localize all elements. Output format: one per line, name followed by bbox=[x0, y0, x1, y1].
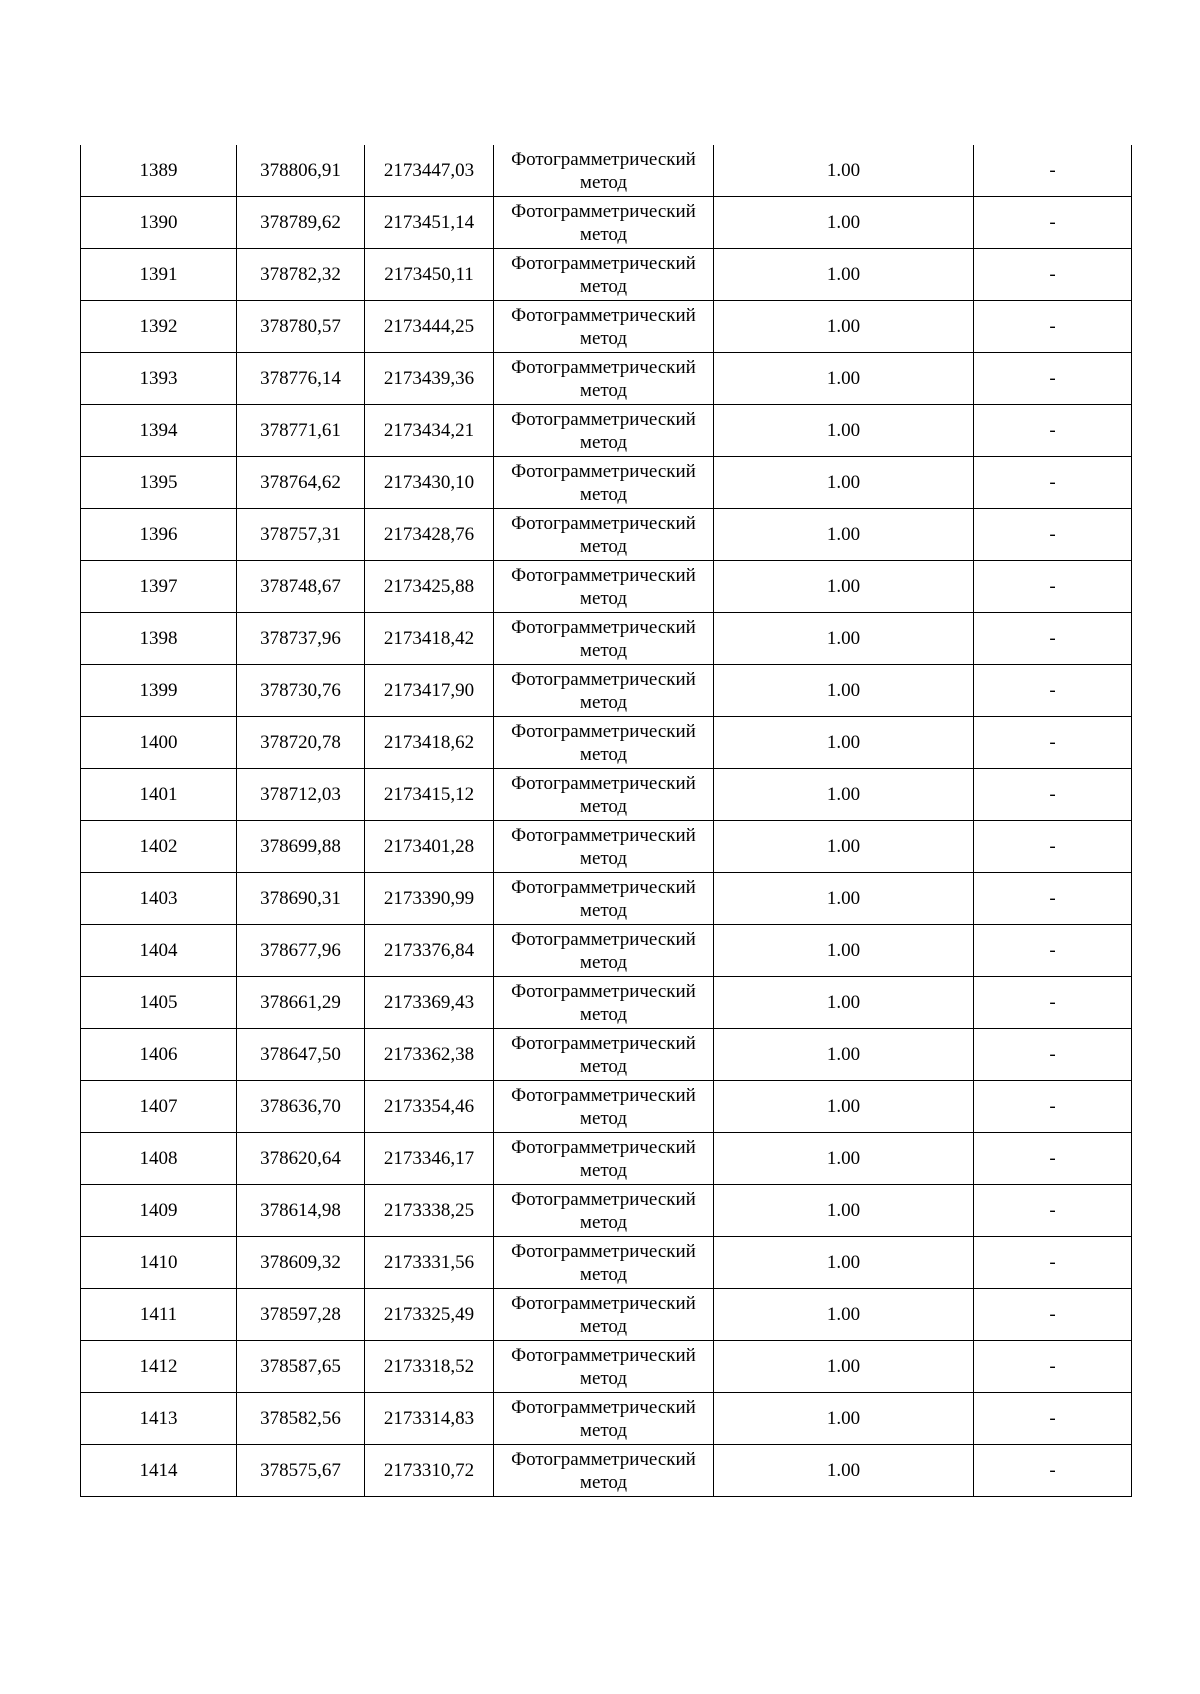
point-number-cell: 1399 bbox=[81, 665, 237, 717]
accuracy-cell: 1.00 bbox=[714, 1289, 974, 1341]
method-cell: Фотограмметрический метод bbox=[494, 769, 714, 821]
note-cell: - bbox=[974, 1133, 1132, 1185]
accuracy-cell: 1.00 bbox=[714, 197, 974, 249]
y-coordinate-cell: 2173362,38 bbox=[365, 1029, 494, 1081]
x-coordinate-cell: 378730,76 bbox=[237, 665, 365, 717]
accuracy-cell: 1.00 bbox=[714, 1237, 974, 1289]
note-cell: - bbox=[974, 1289, 1132, 1341]
y-coordinate-cell: 2173418,42 bbox=[365, 613, 494, 665]
y-coordinate-cell: 2173418,62 bbox=[365, 717, 494, 769]
note-cell: - bbox=[974, 821, 1132, 873]
note-cell: - bbox=[974, 561, 1132, 613]
note-cell: - bbox=[974, 1341, 1132, 1393]
y-coordinate-cell: 2173314,83 bbox=[365, 1393, 494, 1445]
x-coordinate-cell: 378690,31 bbox=[237, 873, 365, 925]
method-cell: Фотограмметрический метод bbox=[494, 301, 714, 353]
point-number-cell: 1396 bbox=[81, 509, 237, 561]
y-coordinate-cell: 2173444,25 bbox=[365, 301, 494, 353]
accuracy-cell: 1.00 bbox=[714, 873, 974, 925]
x-coordinate-cell: 378620,64 bbox=[237, 1133, 365, 1185]
table-row bbox=[81, 1133, 1132, 1185]
table-row bbox=[81, 613, 1132, 665]
note-cell: - bbox=[974, 509, 1132, 561]
table-row bbox=[81, 977, 1132, 1029]
y-coordinate-cell: 2173325,49 bbox=[365, 1289, 494, 1341]
note-cell: - bbox=[974, 769, 1132, 821]
y-coordinate-cell: 2173447,03 bbox=[365, 145, 494, 197]
x-coordinate-cell: 378782,32 bbox=[237, 249, 365, 301]
x-coordinate-cell: 378720,78 bbox=[237, 717, 365, 769]
note-cell: - bbox=[974, 717, 1132, 769]
table-row bbox=[81, 145, 1132, 197]
coordinates-table-body bbox=[81, 145, 1132, 1497]
accuracy-cell: 1.00 bbox=[714, 457, 974, 509]
accuracy-cell: 1.00 bbox=[714, 249, 974, 301]
note-cell: - bbox=[974, 925, 1132, 977]
note-cell: - bbox=[974, 665, 1132, 717]
accuracy-cell: 1.00 bbox=[714, 1185, 974, 1237]
y-coordinate-cell: 2173354,46 bbox=[365, 1081, 494, 1133]
point-number-cell: 1401 bbox=[81, 769, 237, 821]
accuracy-cell: 1.00 bbox=[714, 145, 974, 197]
x-coordinate-cell: 378636,70 bbox=[237, 1081, 365, 1133]
table-row bbox=[81, 405, 1132, 457]
table-row bbox=[81, 1445, 1132, 1497]
point-number-cell: 1404 bbox=[81, 925, 237, 977]
point-number-cell: 1390 bbox=[81, 197, 237, 249]
table-row bbox=[81, 197, 1132, 249]
note-cell: - bbox=[974, 197, 1132, 249]
accuracy-cell: 1.00 bbox=[714, 821, 974, 873]
accuracy-cell: 1.00 bbox=[714, 301, 974, 353]
point-number-cell: 1393 bbox=[81, 353, 237, 405]
note-cell: - bbox=[974, 353, 1132, 405]
point-number-cell: 1405 bbox=[81, 977, 237, 1029]
accuracy-cell: 1.00 bbox=[714, 561, 974, 613]
point-number-cell: 1414 bbox=[81, 1445, 237, 1497]
method-cell: Фотограмметрический метод bbox=[494, 561, 714, 613]
y-coordinate-cell: 2173430,10 bbox=[365, 457, 494, 509]
note-cell: - bbox=[974, 1237, 1132, 1289]
method-cell: Фотограмметрический метод bbox=[494, 925, 714, 977]
y-coordinate-cell: 2173451,14 bbox=[365, 197, 494, 249]
point-number-cell: 1406 bbox=[81, 1029, 237, 1081]
point-number-cell: 1391 bbox=[81, 249, 237, 301]
accuracy-cell: 1.00 bbox=[714, 1081, 974, 1133]
note-cell: - bbox=[974, 249, 1132, 301]
x-coordinate-cell: 378776,14 bbox=[237, 353, 365, 405]
x-coordinate-cell: 378789,62 bbox=[237, 197, 365, 249]
method-cell: Фотограмметрический метод bbox=[494, 977, 714, 1029]
point-number-cell: 1402 bbox=[81, 821, 237, 873]
table-row bbox=[81, 509, 1132, 561]
method-cell: Фотограмметрический метод bbox=[494, 353, 714, 405]
point-number-cell: 1395 bbox=[81, 457, 237, 509]
y-coordinate-cell: 2173450,11 bbox=[365, 249, 494, 301]
note-cell: - bbox=[974, 1393, 1132, 1445]
accuracy-cell: 1.00 bbox=[714, 613, 974, 665]
x-coordinate-cell: 378771,61 bbox=[237, 405, 365, 457]
x-coordinate-cell: 378712,03 bbox=[237, 769, 365, 821]
point-number-cell: 1410 bbox=[81, 1237, 237, 1289]
method-cell: Фотограмметрический метод bbox=[494, 1341, 714, 1393]
point-number-cell: 1397 bbox=[81, 561, 237, 613]
point-number-cell: 1394 bbox=[81, 405, 237, 457]
table-row bbox=[81, 1081, 1132, 1133]
x-coordinate-cell: 378780,57 bbox=[237, 301, 365, 353]
coordinates-table bbox=[80, 145, 1132, 1497]
table-row bbox=[81, 1185, 1132, 1237]
x-coordinate-cell: 378587,65 bbox=[237, 1341, 365, 1393]
x-coordinate-cell: 378737,96 bbox=[237, 613, 365, 665]
x-coordinate-cell: 378806,91 bbox=[237, 145, 365, 197]
method-cell: Фотограмметрический метод bbox=[494, 613, 714, 665]
point-number-cell: 1392 bbox=[81, 301, 237, 353]
y-coordinate-cell: 2173331,56 bbox=[365, 1237, 494, 1289]
point-number-cell: 1412 bbox=[81, 1341, 237, 1393]
table-row bbox=[81, 1341, 1132, 1393]
note-cell: - bbox=[974, 1029, 1132, 1081]
note-cell: - bbox=[974, 145, 1132, 197]
note-cell: - bbox=[974, 1445, 1132, 1497]
point-number-cell: 1389 bbox=[81, 145, 237, 197]
table-row bbox=[81, 1289, 1132, 1341]
note-cell: - bbox=[974, 873, 1132, 925]
accuracy-cell: 1.00 bbox=[714, 1341, 974, 1393]
x-coordinate-cell: 378575,67 bbox=[237, 1445, 365, 1497]
method-cell: Фотограмметрический метод bbox=[494, 197, 714, 249]
point-number-cell: 1411 bbox=[81, 1289, 237, 1341]
point-number-cell: 1400 bbox=[81, 717, 237, 769]
x-coordinate-cell: 378597,28 bbox=[237, 1289, 365, 1341]
table-row bbox=[81, 717, 1132, 769]
point-number-cell: 1408 bbox=[81, 1133, 237, 1185]
table-row bbox=[81, 301, 1132, 353]
y-coordinate-cell: 2173369,43 bbox=[365, 977, 494, 1029]
method-cell: Фотограмметрический метод bbox=[494, 1185, 714, 1237]
y-coordinate-cell: 2173425,88 bbox=[365, 561, 494, 613]
y-coordinate-cell: 2173434,21 bbox=[365, 405, 494, 457]
x-coordinate-cell: 378748,67 bbox=[237, 561, 365, 613]
y-coordinate-cell: 2173428,76 bbox=[365, 509, 494, 561]
method-cell: Фотограмметрический метод bbox=[494, 1133, 714, 1185]
accuracy-cell: 1.00 bbox=[714, 1445, 974, 1497]
x-coordinate-cell: 378609,32 bbox=[237, 1237, 365, 1289]
x-coordinate-cell: 378699,88 bbox=[237, 821, 365, 873]
method-cell: Фотограмметрический метод bbox=[494, 1445, 714, 1497]
note-cell: - bbox=[974, 405, 1132, 457]
y-coordinate-cell: 2173415,12 bbox=[365, 769, 494, 821]
table-row bbox=[81, 1393, 1132, 1445]
method-cell: Фотограмметрический метод bbox=[494, 1289, 714, 1341]
x-coordinate-cell: 378647,50 bbox=[237, 1029, 365, 1081]
y-coordinate-cell: 2173376,84 bbox=[365, 925, 494, 977]
accuracy-cell: 1.00 bbox=[714, 717, 974, 769]
accuracy-cell: 1.00 bbox=[714, 353, 974, 405]
method-cell: Фотограмметрический метод bbox=[494, 1237, 714, 1289]
note-cell: - bbox=[974, 457, 1132, 509]
table-row bbox=[81, 873, 1132, 925]
table-row bbox=[81, 1237, 1132, 1289]
accuracy-cell: 1.00 bbox=[714, 977, 974, 1029]
table-row bbox=[81, 457, 1132, 509]
accuracy-cell: 1.00 bbox=[714, 1029, 974, 1081]
point-number-cell: 1409 bbox=[81, 1185, 237, 1237]
point-number-cell: 1413 bbox=[81, 1393, 237, 1445]
x-coordinate-cell: 378582,56 bbox=[237, 1393, 365, 1445]
y-coordinate-cell: 2173390,99 bbox=[365, 873, 494, 925]
method-cell: Фотограмметрический метод bbox=[494, 873, 714, 925]
note-cell: - bbox=[974, 1081, 1132, 1133]
y-coordinate-cell: 2173318,52 bbox=[365, 1341, 494, 1393]
method-cell: Фотограмметрический метод bbox=[494, 457, 714, 509]
accuracy-cell: 1.00 bbox=[714, 405, 974, 457]
y-coordinate-cell: 2173439,36 bbox=[365, 353, 494, 405]
x-coordinate-cell: 378757,31 bbox=[237, 509, 365, 561]
table-row bbox=[81, 1029, 1132, 1081]
method-cell: Фотограмметрический метод bbox=[494, 665, 714, 717]
accuracy-cell: 1.00 bbox=[714, 509, 974, 561]
point-number-cell: 1407 bbox=[81, 1081, 237, 1133]
note-cell: - bbox=[974, 977, 1132, 1029]
y-coordinate-cell: 2173346,17 bbox=[365, 1133, 494, 1185]
y-coordinate-cell: 2173401,28 bbox=[365, 821, 494, 873]
table-row bbox=[81, 821, 1132, 873]
point-number-cell: 1403 bbox=[81, 873, 237, 925]
x-coordinate-cell: 378661,29 bbox=[237, 977, 365, 1029]
accuracy-cell: 1.00 bbox=[714, 925, 974, 977]
point-number-cell: 1398 bbox=[81, 613, 237, 665]
y-coordinate-cell: 2173338,25 bbox=[365, 1185, 494, 1237]
table-row bbox=[81, 925, 1132, 977]
table-row bbox=[81, 561, 1132, 613]
x-coordinate-cell: 378614,98 bbox=[237, 1185, 365, 1237]
method-cell: Фотограмметрический метод bbox=[494, 509, 714, 561]
accuracy-cell: 1.00 bbox=[714, 769, 974, 821]
method-cell: Фотограмметрический метод bbox=[494, 717, 714, 769]
method-cell: Фотограмметрический метод bbox=[494, 145, 714, 197]
table-row bbox=[81, 769, 1132, 821]
table-row bbox=[81, 249, 1132, 301]
x-coordinate-cell: 378677,96 bbox=[237, 925, 365, 977]
method-cell: Фотограмметрический метод bbox=[494, 1393, 714, 1445]
method-cell: Фотограмметрический метод bbox=[494, 821, 714, 873]
accuracy-cell: 1.00 bbox=[714, 665, 974, 717]
note-cell: - bbox=[974, 613, 1132, 665]
method-cell: Фотограмметрический метод bbox=[494, 1029, 714, 1081]
accuracy-cell: 1.00 bbox=[714, 1393, 974, 1445]
table-row bbox=[81, 353, 1132, 405]
table-row bbox=[81, 665, 1132, 717]
note-cell: - bbox=[974, 301, 1132, 353]
method-cell: Фотограмметрический метод bbox=[494, 249, 714, 301]
method-cell: Фотограмметрический метод bbox=[494, 405, 714, 457]
note-cell: - bbox=[974, 1185, 1132, 1237]
y-coordinate-cell: 2173310,72 bbox=[365, 1445, 494, 1497]
method-cell: Фотограмметрический метод bbox=[494, 1081, 714, 1133]
accuracy-cell: 1.00 bbox=[714, 1133, 974, 1185]
y-coordinate-cell: 2173417,90 bbox=[365, 665, 494, 717]
x-coordinate-cell: 378764,62 bbox=[237, 457, 365, 509]
